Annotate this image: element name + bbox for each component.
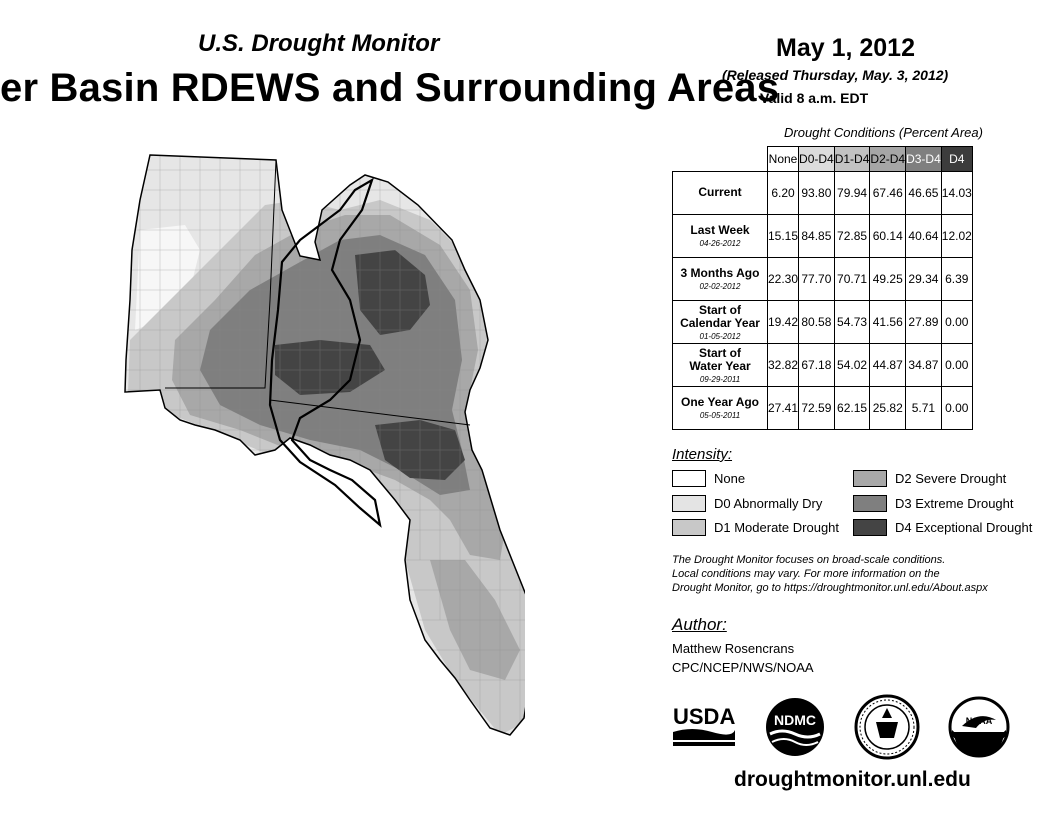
table-cell: 72.59 bbox=[799, 387, 835, 430]
column-header: D0-D4 bbox=[799, 147, 835, 172]
ndmc-logo bbox=[764, 696, 826, 758]
table-row bbox=[673, 387, 973, 430]
column-header: D3-D4 bbox=[906, 147, 942, 172]
usda-logo-text: USDA bbox=[673, 704, 736, 729]
row-label bbox=[673, 387, 768, 430]
table-cell: 67.18 bbox=[799, 344, 835, 387]
usda-logo bbox=[672, 700, 736, 748]
legend-title: Intensity: bbox=[672, 446, 733, 463]
table-cell: 54.02 bbox=[834, 344, 870, 387]
row-label bbox=[673, 172, 768, 215]
author-name: Matthew Rosencrans bbox=[672, 641, 795, 656]
map-subtitle: U.S. Drought Monitor bbox=[198, 30, 440, 57]
note-line: Drought Monitor, go to https://droughtmonitor.unl.edu/About.aspx bbox=[672, 582, 988, 594]
table-cell: 32.82 bbox=[768, 344, 799, 387]
table-cell: 72.85 bbox=[834, 215, 870, 258]
valid-time: Valid 8 a.m. EDT bbox=[760, 90, 869, 106]
table-corner bbox=[673, 147, 768, 172]
commerce-seal-logo bbox=[854, 694, 920, 760]
release-date: (Released Thursday, May. 3, 2012) bbox=[722, 67, 949, 83]
row-label-date: 01-05-2012 bbox=[699, 331, 741, 341]
row-label bbox=[673, 258, 768, 301]
legend-swatch bbox=[853, 470, 887, 487]
row-label-text-2: Calendar Year bbox=[680, 315, 760, 330]
table-row bbox=[673, 301, 973, 344]
row-label-text: Current bbox=[698, 184, 742, 199]
author-heading: Author: bbox=[672, 615, 727, 634]
table-cell: 5.71 bbox=[906, 387, 942, 430]
column-header: D1-D4 bbox=[834, 147, 870, 172]
table-row bbox=[673, 215, 973, 258]
table-cell: 34.87 bbox=[906, 344, 942, 387]
row-label-text: Start of bbox=[699, 302, 741, 317]
drought-conditions-table bbox=[672, 146, 973, 430]
table-cell: 79.94 bbox=[834, 172, 870, 215]
table-cell: 77.70 bbox=[799, 258, 835, 301]
legend-label: D2 Severe Drought bbox=[895, 471, 1007, 486]
table-cell: 25.82 bbox=[870, 387, 906, 430]
row-label-date: 02-02-2012 bbox=[699, 282, 741, 291]
footer-website[interactable]: droughtmonitor.unl.edu bbox=[734, 768, 971, 791]
table-cell: 62.15 bbox=[834, 387, 870, 430]
table-cell: 70.71 bbox=[834, 258, 870, 301]
row-label-text: Start of bbox=[699, 345, 741, 360]
row-label-date: 04-26-2012 bbox=[699, 239, 741, 248]
table-cell: 67.46 bbox=[870, 172, 906, 215]
table-cell: 93.80 bbox=[799, 172, 835, 215]
table-cell: 29.34 bbox=[906, 258, 942, 301]
disclaimer-note bbox=[672, 553, 1042, 595]
table-cell: 60.14 bbox=[870, 215, 906, 258]
row-label-date: 09-29-2011 bbox=[699, 374, 741, 384]
legend-item-none bbox=[672, 470, 745, 487]
table-cell: 12.02 bbox=[941, 215, 972, 258]
table-row bbox=[673, 344, 973, 387]
table-cell: 0.00 bbox=[941, 301, 972, 344]
table-cell: 15.15 bbox=[768, 215, 799, 258]
map-date: May 1, 2012 bbox=[776, 34, 915, 62]
column-header: D4 bbox=[941, 147, 972, 172]
noaa-logo bbox=[948, 696, 1010, 758]
drought-map bbox=[115, 150, 525, 750]
row-label-text: 3 Months Ago bbox=[680, 266, 760, 280]
row-label-text: One Year Ago bbox=[680, 395, 760, 409]
legend-item-d0 bbox=[672, 495, 822, 512]
table-cell: 19.42 bbox=[768, 301, 799, 344]
legend-swatch bbox=[672, 470, 706, 487]
table-cell: 54.73 bbox=[834, 301, 870, 344]
legend-label: D0 Abnormally Dry bbox=[714, 496, 823, 511]
legend-item-d1 bbox=[672, 519, 839, 536]
table-cell: 6.20 bbox=[768, 172, 799, 215]
row-label bbox=[673, 301, 768, 344]
legend-swatch bbox=[672, 495, 706, 512]
note-line: The Drought Monitor focuses on broad-scale conditions. bbox=[672, 554, 946, 566]
table-cell: 46.65 bbox=[906, 172, 942, 215]
table-cell: 6.39 bbox=[941, 258, 972, 301]
row-label-text-2: Water Year bbox=[689, 358, 751, 373]
table-cell: 0.00 bbox=[941, 387, 972, 430]
table-cell: 41.56 bbox=[870, 301, 906, 344]
legend-item-d3 bbox=[853, 495, 1014, 512]
table-cell: 44.87 bbox=[870, 344, 906, 387]
column-header: None bbox=[768, 147, 799, 172]
table-cell: 84.85 bbox=[799, 215, 835, 258]
table-cell: 80.58 bbox=[799, 301, 835, 344]
table-row bbox=[673, 172, 973, 215]
table-cell: 22.30 bbox=[768, 258, 799, 301]
legend-label: D3 Extreme Drought bbox=[895, 496, 1014, 511]
table-cell: 0.00 bbox=[941, 344, 972, 387]
legend-swatch bbox=[672, 519, 706, 536]
legend-label: D1 Moderate Drought bbox=[714, 520, 840, 535]
noaa-logo-text: NOAA bbox=[965, 716, 993, 726]
legend-label: None bbox=[714, 471, 746, 486]
table-cell: 49.25 bbox=[870, 258, 906, 301]
author-org: CPC/NCEP/NWS/NOAA bbox=[672, 660, 814, 675]
legend-label: D4 Exceptional Drought bbox=[895, 520, 1033, 535]
table-cell: 27.89 bbox=[906, 301, 942, 344]
row-label-text: Last Week bbox=[690, 223, 750, 237]
table-cell: 14.03 bbox=[941, 172, 972, 215]
row-label-date: 05-05-2011 bbox=[699, 411, 741, 420]
note-line: Local conditions may vary. For more information on the bbox=[672, 568, 940, 580]
legend-swatch bbox=[853, 519, 887, 536]
row-label bbox=[673, 344, 768, 387]
legend-item-d2 bbox=[853, 470, 1006, 487]
table-row bbox=[673, 258, 973, 301]
usda-logo-swoosh bbox=[673, 729, 735, 740]
legend-swatch bbox=[853, 495, 887, 512]
table-cell: 27.41 bbox=[768, 387, 799, 430]
column-header: D2-D4 bbox=[870, 147, 906, 172]
ndmc-logo-text: NDMC bbox=[774, 712, 816, 728]
legend-item-d4 bbox=[853, 519, 1032, 536]
table-caption: Drought Conditions (Percent Area) bbox=[784, 125, 983, 140]
map-title: er Basin RDEWS and Surrounding Areas bbox=[0, 66, 780, 110]
row-label bbox=[673, 215, 768, 258]
table-cell: 40.64 bbox=[906, 215, 942, 258]
